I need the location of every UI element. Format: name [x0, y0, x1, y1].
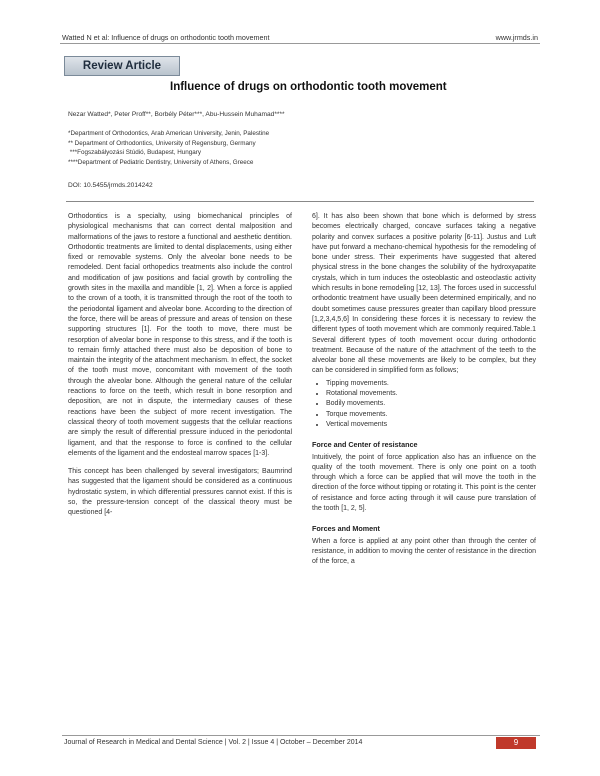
footer: [62, 735, 540, 750]
list-item: • Rotational movements.: [326, 389, 536, 399]
running-header: [0, 0, 600, 50]
article-title: Influence of drugs on orthodontic tooth movement: [170, 81, 447, 93]
affiliation-3: ***Fogszabályozási Stúdió, Budapest, Hungary: [68, 149, 202, 156]
body-paragraph: Intuitively, the point of force application also has an influence on the quality of the tooth movement. There is only one point on a tooth through which a force can be applied that will move the tooth in the direction of the force without tipping or rotating it. This point is the center of resistance and force acting through it will cause pure translation of the tooth [1, 2, 5].: [312, 453, 536, 513]
list-item: • Torque movements.: [326, 410, 536, 420]
doi: DOI: 10.5455/jrmds.2014242: [68, 182, 153, 189]
article-type-badge: Review Article: [64, 56, 180, 76]
body-paragraph: This concept has been challenged by several investigators; Baumrind has suggested that the ligament should be considered as a continuous hydrostatic system, in which differential pressures cannot exist. If this is so, the pressure-tension concept of the classical theory must be questioned [4-: [68, 468, 292, 517]
body-paragraph: When a force is applied at any point other than through the center of resistance, in addition to moving the center of resistance in the direction of the force, a: [312, 537, 536, 566]
section-heading: Forces and Moment: [312, 524, 380, 534]
list-item: • Bodily movements.: [326, 399, 536, 409]
page-number: 9: [496, 737, 536, 749]
list-item: • Tipping movements.: [326, 379, 536, 389]
right-column: [312, 212, 536, 568]
affiliation-4: ****Department of Pediatric Dentistry, University of Athens, Greece: [68, 158, 254, 166]
running-header-title: Watted N et al: Influence of drugs on orthodontic tooth movement: [62, 33, 270, 42]
body-paragraph: 6]. It has also been shown that bone which is deformed by stress becomes electrically charged, concave surfaces taking a negative polarity and convex surfaces a positive polarity [6-11]. Justus and Luft have put forward a mechano-chemical hypothesis for the remodeling of bone under stress. Their experiments have suggested that altered physical stress in the bone changes the solubility of the hydroxyapatite crystals, which in turn induces the osteoblastic and osteoclastic activity which results in bone remodeling [12, 13]. The forces used in successful orthodontic treatment have usually been determined empirically, and no doubt sometimes cause pressures greater than capillary blood pressure [1,2,3,4,5,6] In considering these forces it is necessary to review the different types of tooth movement which are commonly required.Table.1 Several different types of tooth movement occur during orthodontic treatment. Because of the nature of the attachment of the teeth to the alveolar bone all these movements are likely to be complex, but they can be considered in simplified form as follows;: [312, 213, 536, 375]
affiliations: [68, 129, 269, 167]
affiliation-1: *Department of Orthodontics, Arab American University, Jenin, Palestine: [68, 130, 270, 137]
list-item: • Vertical movements: [326, 420, 536, 430]
section-heading: Force and Center of resistance: [312, 440, 418, 450]
left-column: [68, 212, 292, 519]
affiliation-2: ** Department of Orthodontics, University of Regensburg, Germany: [68, 139, 256, 147]
footer-journal-info: Journal of Research in Medical and Dental Science | Vol. 2 | Issue 4 | October – December 2014: [64, 739, 363, 746]
body-paragraph: Orthodontics is a specialty, using biomechanical principles of physiological mechanisms that can correct dental malposition and malformations of the jaws to restore a functional and aesthetic dentition. Orthodontic treatments are limited to dental displacements, using either fixed or removable systems. Only the alveolar bone needs to be remodeled. Dent facial orthopedics treatments also include the control and modification of jaw positions and facial growth by controlling the growth sites in the maxilla and mandible [1, 2]. When a force is applied to the crown of a tooth, it is transmitted through the root of the tooth to the periodontal ligament and alveolar bone. According to the direction of the force, there will be areas of pressure and areas of tension on these supporting structures [1]. For the tooth to move, there must be resorption of alveolar bone in response to this stress, and if the tooth is to remain firmly attached there must also be deposition of bone to maintain the integrity of the attachment mechanism. In effect, the socket of the tooth must move, concomitant with movement of the tooth through the alveolar bone. Although the general nature of the cellular reactions to force on the teeth, which result in bone resorption and deposition, are not in dispute, the intermediary causes of these reactions have been the subject of more recent investigation. The classical theory of tooth movement suggests that the cellular reactions are simply the result of differential pressure induced in the periodontal ligament, and that the response to force is confined to the cellular elements of the ligament and the endosteal marrow spaces [1-3].: [68, 213, 292, 457]
tooth-movement-list: [312, 379, 536, 430]
header-divider: [60, 43, 540, 44]
section-divider: [66, 201, 534, 202]
journal-website: www.jrmds.in: [495, 33, 538, 42]
author-list: Nezar Watted*, Peter Proff**, Borbély Péter***, Abu-Hussein Muhamad****: [68, 111, 285, 118]
